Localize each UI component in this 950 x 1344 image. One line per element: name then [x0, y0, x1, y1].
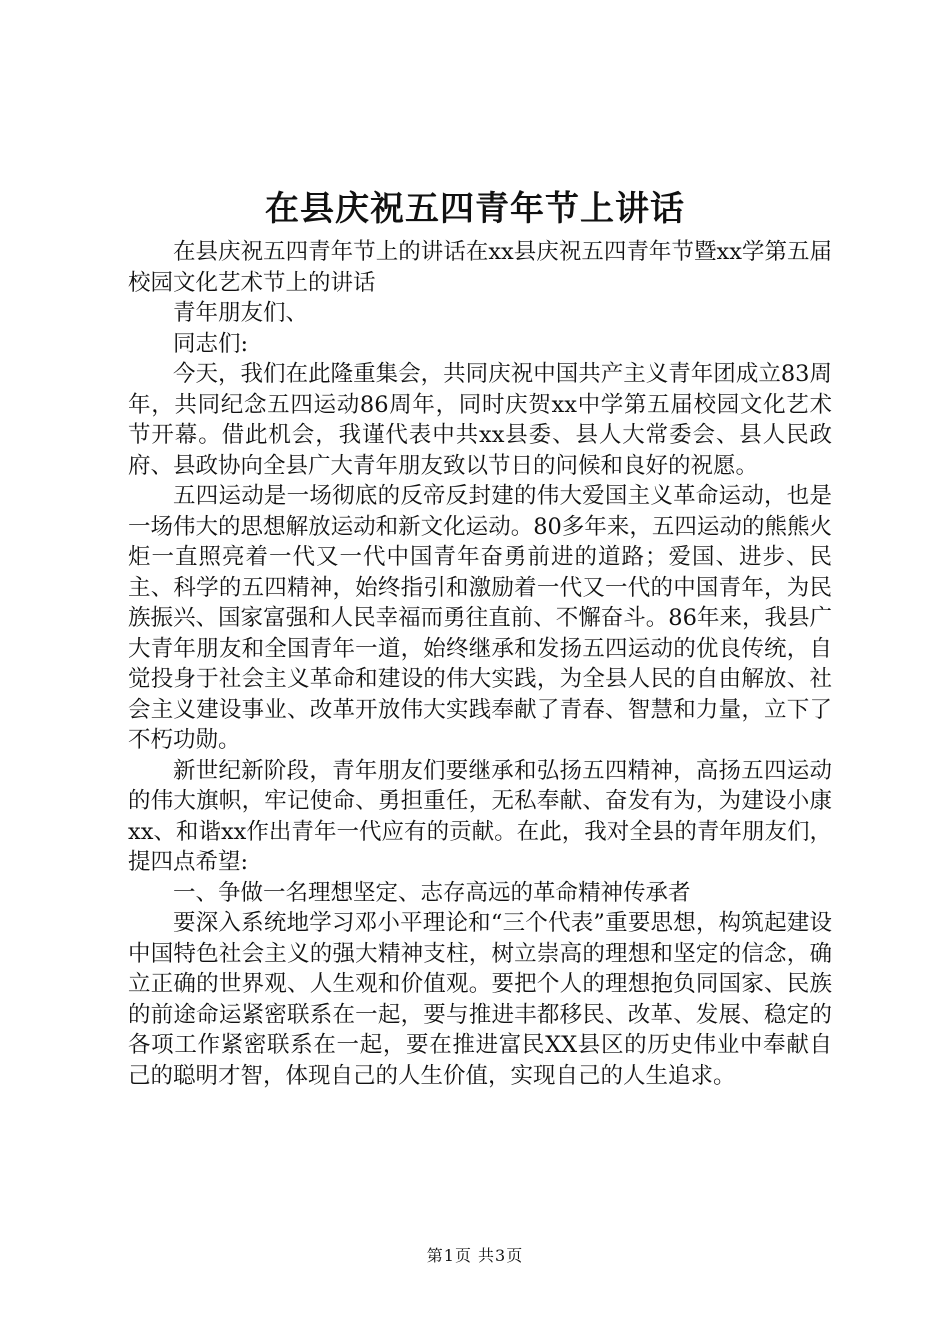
paragraph-new-era: 新世纪新阶段，青年朋友们要继承和弘扬五四精神，高扬五四运动的伟大旗帜，牢记使命、勇担重任，无私奉献、奋发有为，为建设小康xx、和谐xx作出青年一代应有的贡献。在此，我对全县的青年朋友们，提四点希望:	[128, 757, 832, 875]
paragraph-may-fourth: 五四运动是一场彻底的反帝反封建的伟大爱国主义革命运动，也是一场伟大的思想解放运动和新文化运动。80多年来，五四运动的熊熊火炬一直照亮着一代又一代中国青年奋勇前进的道路；爱国、进步、民主、科学的五四精神，始终指引和激励着一代又一代的中国青年，为民族振兴、国家富强和人民幸福而勇往直前、不懈奋斗。86年来，我县广大青年朋友和全国青年一道，始终继承和发扬五四运动的优良传统，自觉投身于社会主义革命和建设的伟大实践，为全县人民的自由解放、社会主义建设事业、改革开放伟大实践奉献了青春、智慧和力量，立下了不朽功勋。	[128, 483, 832, 753]
document-body	[128, 237, 832, 1091]
document-title: 在县庆祝五四青年节上讲话	[265, 189, 685, 229]
paragraph-intro: 在县庆祝五四青年节上的讲话在xx县庆祝五四青年节暨xx学第五届校园文化艺术节上的讲话	[128, 239, 832, 296]
paragraph-ideals: 要深入系统地学习邓小平理论和“三个代表”重要思想，构筑起建设中国特色社会主义的强大精神支柱，树立崇高的理想和坚定的信念，确立正确的世界观、人生观和价值观。要把个人的理想抱负同国家、民族的前途命运紧密联系在一起，要与推进丰都移民、改革、发展、稳定的各项工作紧密联系在一起，要在推进富民XX县区的历史伟业中奉献自己的聪明才智，体现自己的人生价值，实现自己的人生追求。	[128, 910, 832, 1089]
paragraph-salutation-youth: 青年朋友们、	[173, 300, 309, 326]
paragraph-salutation-comrades: 同志们:	[173, 330, 249, 357]
paragraph-heading-one: 一、争做一名理想坚定、志存高远的革命精神传承者	[173, 879, 691, 906]
paragraph-opening: 今天，我们在此隆重集会，共同庆祝中国共产主义青年团成立83周年，共同纪念五四运动86周年，同时庆贺xx中学第五届校园文化艺术节开幕。借此机会，我谨代表中共xx县委、县人大常委会、县人民政府、县政协向全县广大青年朋友致以节日的问候和良好的祝愿。	[128, 361, 832, 479]
page-number-footer: 第1页 共3页	[426, 1246, 524, 1265]
